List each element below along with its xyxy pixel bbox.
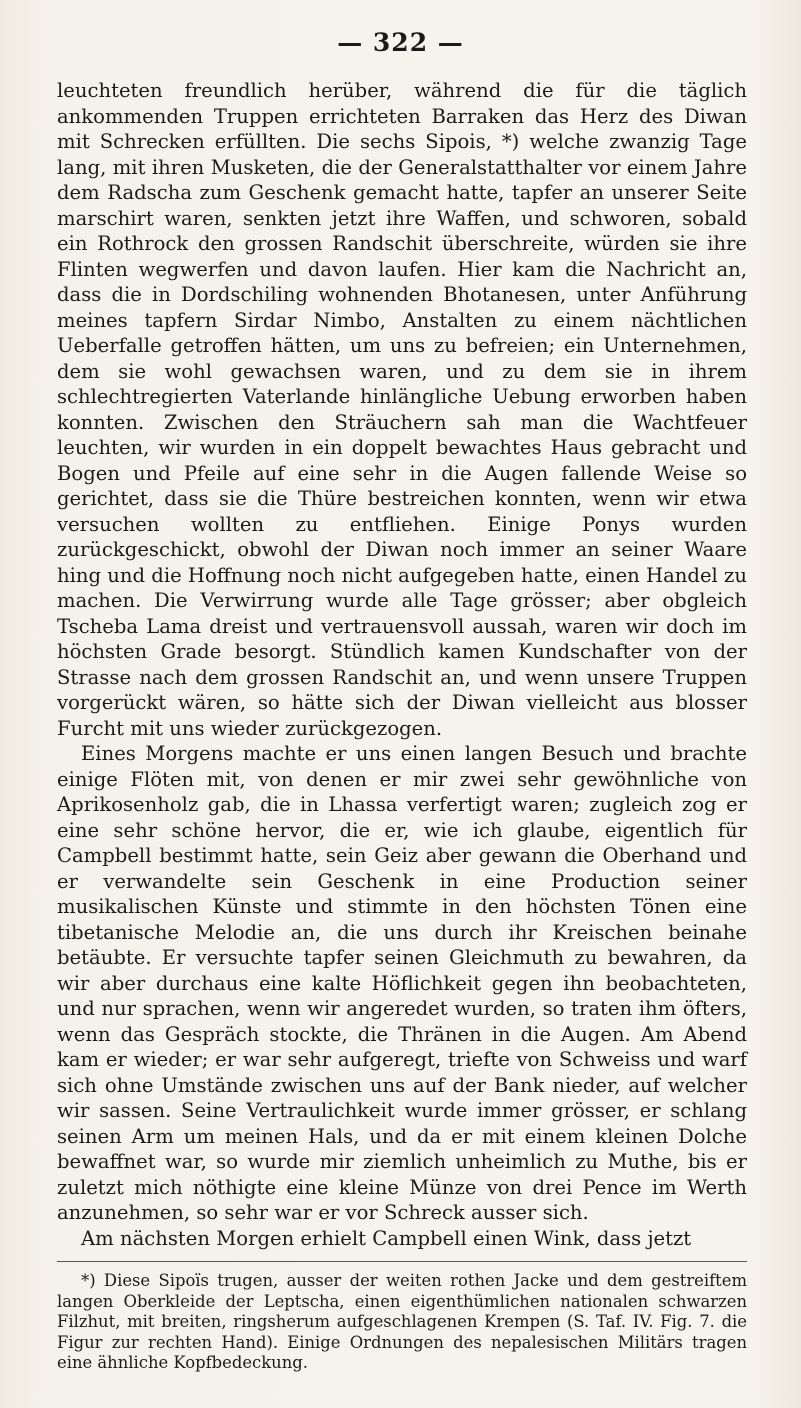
- footnote: [57, 1271, 747, 1374]
- text-block: [57, 78, 747, 1374]
- footnote-text: *) Diese Sipoïs trugen, ausser der weiten rothen Jacke und dem gestreiftem langen Oberkleide der Leptscha, einen eigenthümlichen nationalen schwarzen Filzhut, mit breiten, ringsherum aufgeschlagenen Krempen (S. Taf. IV. Fig. 7. die Figur zur rechten Hand). Einige Ordnungen des nepalesischen Militärs tragen eine ähnliche Kopfbedeckung.: [57, 1271, 747, 1373]
- body-text: [57, 78, 747, 1251]
- paragraph-2: Eines Morgens machte er uns einen langen Besuch und brachte einige Flöten mit, von denen er mir zwei sehr gewöhnliche von Aprikosenholz gab, die in Lhassa verfertigt waren; zugleich zog er eine sehr schöne hervor, die er, wie ich glaube, eigentlich für Campbell bestimmt hatte, sein Geiz aber gewann die Oberhand und er verwandelte sein Geschenk in eine Production seiner musikalischen Künste und stimmte in den höchsten Tönen eine tibetanische Melodie an, die uns durch ihr Kreischen beinahe betäubte. Er versuchte tapfer seinen Gleichmuth zu bewahren, da wir aber durchaus eine kalte Höflichkeit gegen ihn beobachteten, und nur sprachen, wenn wir angeredet wurden, so traten ihm öfters, wenn das Gespräch stockte, die Thränen in die Augen. Am Abend kam er wieder; er war sehr aufgeregt, triefte von Schweiss und warf sich ohne Umstände zwischen uns auf der Bank nieder, auf welcher wir sassen. Seine Vertraulichkeit wurde immer grösser, er schlang seinen Arm um meinen Hals, und da er mit einem kleinen Dolche bewaffnet war, so wurde mir ziemlich unheimlich zu Muthe, bis er zuletzt mich nöthigte eine kleine Münze von drei Pence im Werth anzunehmen, so sehr war er vor Schreck ausser sich.: [57, 742, 747, 1224]
- page-number: — 322 —: [337, 28, 464, 57]
- footnote-divider: [57, 1261, 747, 1262]
- paragraph-3: Am nächsten Morgen erhielt Campbell einen Wink, dass jetzt: [81, 1226, 692, 1250]
- paragraph-1: leuchteten freundlich herüber, während die für die täglich ankommenden Truppen errichteten Barraken das Herz des Diwan mit Schrecken erfüllten. Die sechs Sipois, *) welche zwanzig Tage lang, mit ihren Musketen, die der Generalstatthalter vor einem Jahre dem Radscha zum Geschenk gemacht hatte, tapfer an unserer Seite marschirt waren, senkten jetzt ihre Waffen, und schworen, sobald ein Rothrock den grossen Randschit überschreite, würden sie ihre Flinten wegwerfen und davon laufen. Hier kam die Nachricht an, dass die in Dordschiling wohnenden Bhotanesen, unter Anführung meines tapfern Sirdar Nimbo, Anstalten zu einem nächtlichen Ueberfalle getroffen hätten, um uns zu befreien; ein Unternehmen, dem sie wohl gewachsen waren, und zu dem sie in ihrem schlechtregierten Vaterlande hinlängliche Uebung erworben haben konnten. Zwischen den Sträuchern sah man die Wachtfeuer leuchten, wir wurden in ein doppelt bewachtes Haus gebracht und Bogen und Pfeile auf eine sehr in die Augen fallende Weise so gerichtet, dass sie die Thüre bestreichen konnten, wenn wir etwa versuchen wollten zu entfliehen. Einige Ponys wurden zurückgeschickt, obwohl der Diwan noch immer an seiner Waare hing und die Hoffnung noch nicht aufgegeben hatte, einen Handel zu machen. Die Verwirrung wurde alle Tage grösser; aber obgleich Tscheba Lama dreist und vertrauensvoll aussah, waren wir doch im höchsten Grade besorgt. Stündlich kamen Kundschafter von der Strasse nach dem grossen Randschit an, und wenn unsere Truppen vorgerückt wären, so hätte sich der Diwan vielleicht aus blosser Furcht mit uns wieder zurückgezogen.: [57, 79, 747, 740]
